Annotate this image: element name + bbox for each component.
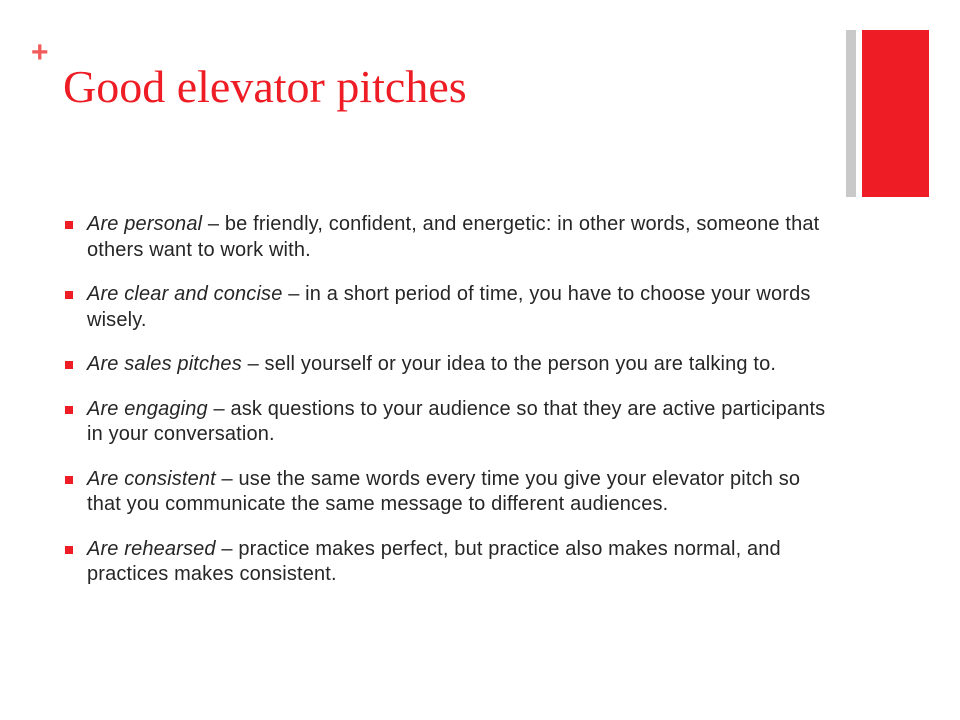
bullet-text: – practice makes perfect, but practice also makes normal, and practices makes consistent. xyxy=(87,537,781,585)
square-bullet-icon xyxy=(65,361,73,369)
bullet-lead: Are consistent xyxy=(87,467,216,490)
square-bullet-icon xyxy=(65,546,73,554)
square-bullet-icon xyxy=(65,476,73,484)
square-bullet-icon xyxy=(65,221,73,229)
plus-icon: + xyxy=(31,36,49,69)
bullet-item-sales-pitches xyxy=(64,352,834,378)
slide-title: Good elevator pitches xyxy=(63,61,467,112)
bullet-text: – sell yourself or your idea to the person you are talking to. xyxy=(241,353,777,375)
bullet-item-rehearsed xyxy=(64,537,834,588)
bullet-text: – be friendly, confident, and energetic: in other words, someone that others want to work with. xyxy=(87,213,820,261)
red-accent-bar xyxy=(862,30,929,197)
bullet-item-personal xyxy=(64,212,834,263)
bullet-item-consistent xyxy=(64,467,834,518)
bullet-list xyxy=(64,212,834,607)
gray-accent-bar xyxy=(846,30,856,197)
square-bullet-icon xyxy=(65,406,73,414)
bullet-lead: Are clear and concise xyxy=(87,283,283,305)
bullet-lead: Are personal xyxy=(87,213,203,235)
bullet-item-clear-concise xyxy=(64,282,834,333)
square-bullet-icon xyxy=(65,291,73,299)
bullet-text: – use the same words every time you give your elevator pitch so that you communicate the same message to different audiences. xyxy=(87,467,801,515)
bullet-lead: Are engaging xyxy=(87,397,208,420)
bullet-lead: Are sales pitches xyxy=(87,353,242,375)
bullet-text: – ask questions to your audience so that they are active participants in your conversation. xyxy=(87,397,826,445)
bullet-text: – in a short period of time, you have to choose your words wisely. xyxy=(87,283,811,331)
bullet-lead: Are rehearsed xyxy=(87,537,216,560)
bullet-item-engaging xyxy=(64,397,834,448)
